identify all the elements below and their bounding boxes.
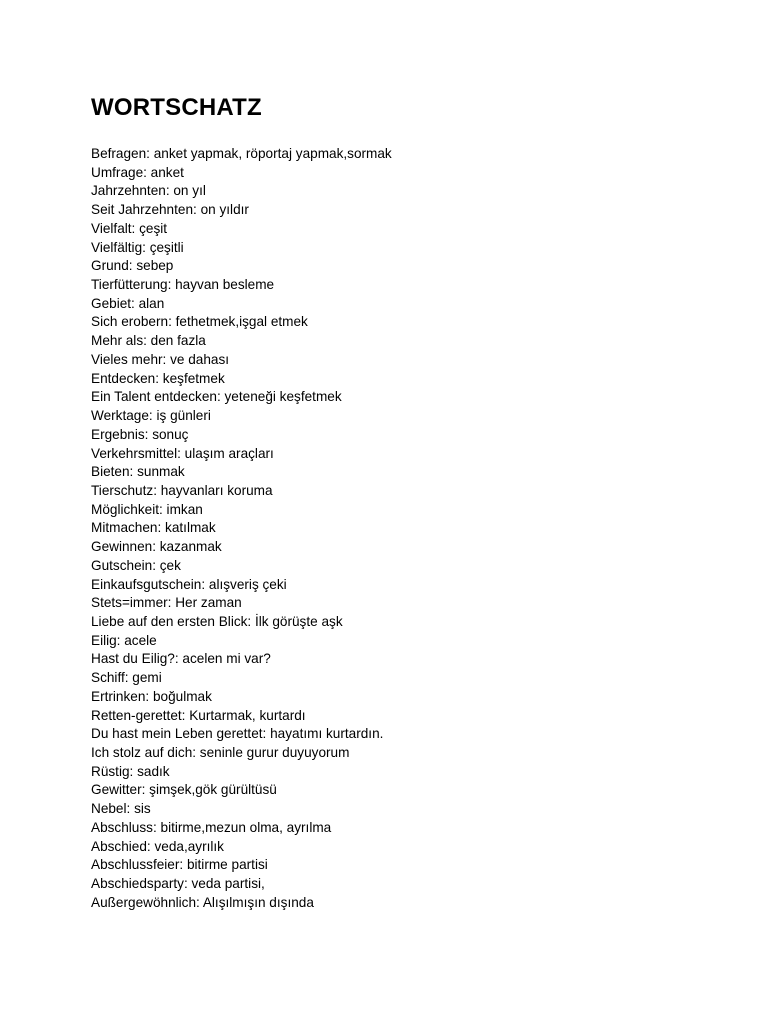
vocab-entry: Du hast mein Leben gerettet: hayatımı kurtardın. xyxy=(91,726,384,742)
vocab-entry: Abschlussfeier: bitirme partisi xyxy=(91,857,268,873)
vocab-entry: Vielfalt: çeşit xyxy=(91,220,168,236)
vocab-entry: Abschied: veda,ayrılık xyxy=(91,838,224,854)
vocab-entry: Abschluss: bitirme,mezun olma, ayrılma xyxy=(91,819,332,835)
vocab-entry: Jahrzehnten: on yıl xyxy=(91,183,206,199)
vocab-entry: Möglichkeit: imkan xyxy=(91,501,203,517)
vocab-entry: Befragen: anket yapmak, röportaj yapmak,sormak xyxy=(91,146,392,161)
vocab-entry: Seit Jahrzehnten: on yıldır xyxy=(91,202,249,218)
vocab-entry: Vielfältig: çeşitli xyxy=(91,239,184,255)
vocab-entry: Ergebnis: sonuç xyxy=(91,426,189,442)
vocab-entry: Sich erobern: fethetmek,işgal etmek xyxy=(91,314,308,330)
vocab-entry: Gebiet: alan xyxy=(91,295,165,311)
vocab-entry: Mehr als: den fazla xyxy=(91,333,206,349)
vocab-entry: Grund: sebep xyxy=(91,258,174,274)
vocab-entry: Außergewöhnlich: Alışılmışın dışında xyxy=(91,894,314,910)
vocab-entry: Stets=immer: Her zaman xyxy=(91,595,242,611)
vocab-entry: Gutschein: çek xyxy=(91,557,181,573)
vocab-entry: Abschiedsparty: veda partisi, xyxy=(91,876,265,892)
vocab-entry: Ein Talent entdecken: yeteneği keşfetmek xyxy=(91,389,342,405)
vocab-entry: Ertrinken: boğulmak xyxy=(91,688,212,704)
vocab-entry: Tierschutz: hayvanları koruma xyxy=(91,482,273,498)
vocab-entry: Verkehrsmittel: ulaşım araçları xyxy=(91,445,274,461)
vocab-entry: Ich stolz auf dich: seninle gurur duyuyorum xyxy=(91,745,350,760)
vocab-entry: Entdecken: keşfetmek xyxy=(91,370,225,386)
vocab-entry: Retten-gerettet: Kurtarmak, kurtardı xyxy=(91,707,306,723)
vocab-entry: Gewinnen: kazanmak xyxy=(91,539,222,555)
vocab-entry: Tierfütterung: hayvan besleme xyxy=(91,277,275,293)
vocab-entry: Nebel: sis xyxy=(91,801,151,817)
vocab-entry: Mitmachen: katılmak xyxy=(91,520,216,536)
vocab-entry: Eilig: acele xyxy=(91,632,157,648)
vocab-entry: Gewitter: şimşek,gök gürültüsü xyxy=(91,782,277,798)
vocabulary-list xyxy=(91,145,392,912)
vocab-entry: Hast du Eilig?: acelen mi var? xyxy=(91,651,271,667)
vocab-entry: Rüstig: sadık xyxy=(91,763,170,779)
vocab-entry: Werktage: iş günleri xyxy=(91,408,211,424)
vocab-entry: Liebe auf den ersten Blick: İlk görüşte aşk xyxy=(91,613,343,629)
vocab-entry: Vieles mehr: ve dahası xyxy=(91,351,230,367)
vocab-entry: Schiff: gemi xyxy=(91,670,162,686)
vocab-entry: Umfrage: anket xyxy=(91,164,184,180)
vocab-entry: Einkaufsgutschein: alışveriş çeki xyxy=(91,576,287,592)
page-title: WORTSCHATZ xyxy=(91,94,262,121)
vocab-entry: Bieten: sunmak xyxy=(91,464,185,480)
